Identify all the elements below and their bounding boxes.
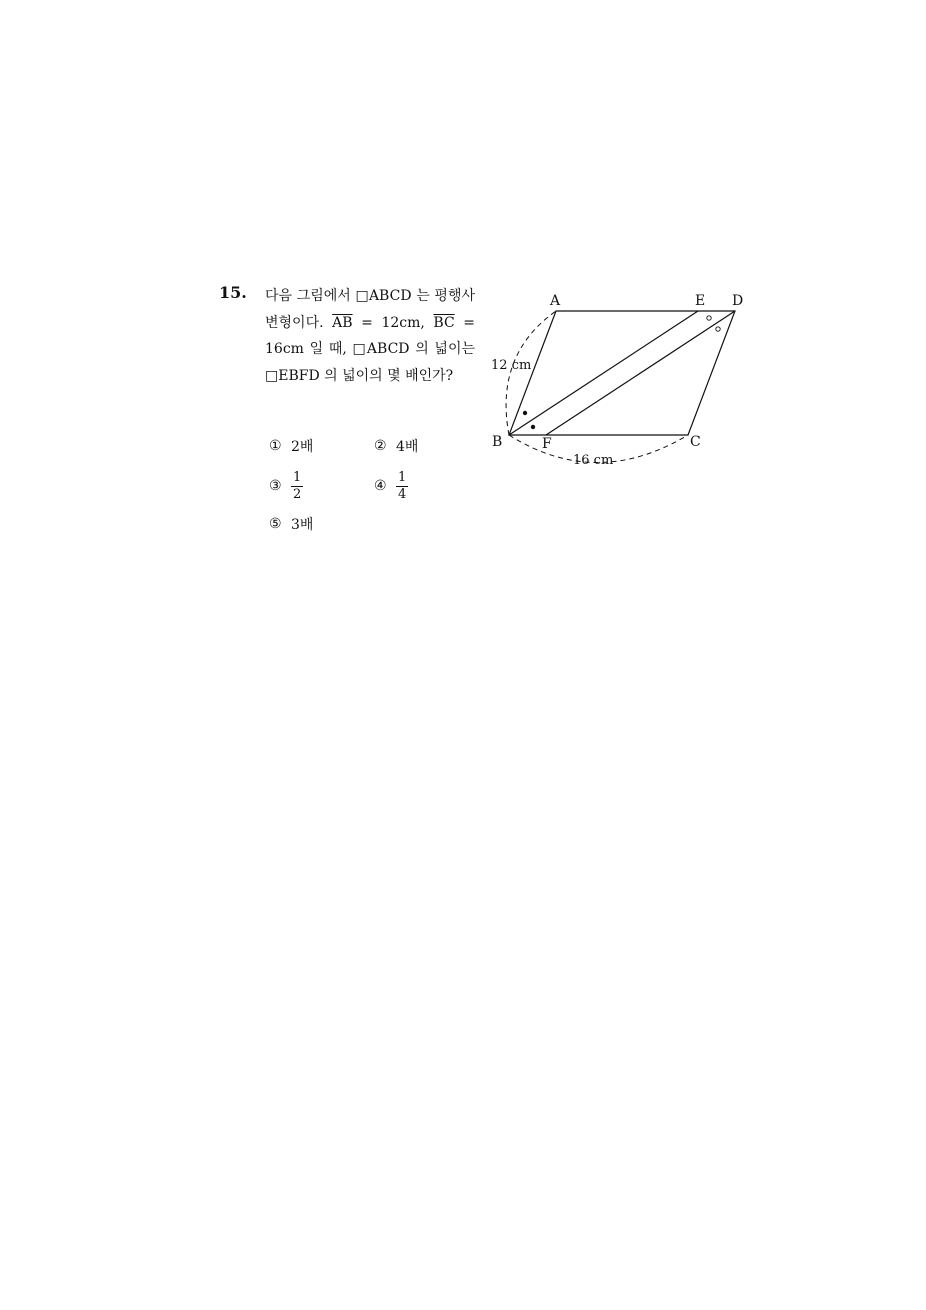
length-label-ab: 12 cm <box>491 358 532 373</box>
choice-4-denominator: 4 <box>398 486 407 502</box>
choice-4-marker: ④ <box>374 478 387 494</box>
vertex-label-b: B <box>492 434 503 450</box>
choice-3[interactable] <box>269 466 303 506</box>
segment-ab: $\overline{AB}$ <box>332 314 353 331</box>
question-number: 15. <box>219 283 247 302</box>
vertex-label-c: C <box>690 434 701 450</box>
choice-1-text: 2배 <box>291 439 314 455</box>
choice-5-marker: ⑤ <box>269 516 282 532</box>
choice-1[interactable] <box>269 435 313 457</box>
stem-text-3: = 16cm 일 때, □ABCD 의 넓이는 □EBFD 의 넓이의 몇 배인가? <box>265 314 476 384</box>
vertex-label-a: A <box>550 293 561 309</box>
choice-4[interactable] <box>374 466 408 506</box>
angle-mark-circle-2 <box>716 327 720 331</box>
vertex-label-e: E <box>695 293 706 309</box>
choice-1-marker: ① <box>269 438 282 454</box>
choice-3-denominator: 2 <box>293 486 302 502</box>
choice-3-fraction <box>291 470 303 503</box>
choice-2-marker: ② <box>374 438 387 454</box>
choice-5[interactable] <box>269 513 313 535</box>
choice-2-text: 4배 <box>396 439 419 455</box>
stem-text-2: = 12cm, <box>352 314 434 331</box>
segment-be <box>509 311 698 435</box>
angle-mark-circle-1 <box>707 316 711 320</box>
angle-mark-dot-2 <box>531 425 535 429</box>
segment-bc: $\overline{BC}$ <box>433 314 455 331</box>
stem-text-1: 다음 그림에서 □ABCD 는 평행사변형이다. <box>265 288 475 331</box>
choice-2[interactable] <box>374 435 418 457</box>
choice-5-text: 3배 <box>291 517 314 533</box>
question-stem <box>265 283 475 389</box>
parallelogram-figure <box>486 285 756 479</box>
parallelogram-abcd <box>509 311 735 435</box>
vertex-label-d: D <box>732 293 744 309</box>
choice-4-fraction <box>396 470 408 503</box>
choice-3-marker: ③ <box>269 478 282 494</box>
segment-fd <box>546 311 735 435</box>
vertex-label-f: F <box>542 436 552 452</box>
figure-svg <box>486 285 756 475</box>
angle-mark-dot-1 <box>523 411 527 415</box>
choice-3-numerator: 1 <box>293 469 302 485</box>
choice-4-numerator: 1 <box>398 469 407 485</box>
length-label-bc: 16 cm <box>573 453 614 468</box>
